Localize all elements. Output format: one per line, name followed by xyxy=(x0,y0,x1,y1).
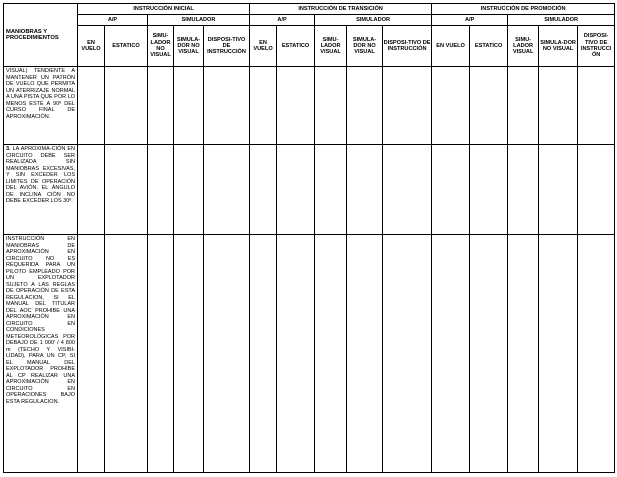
empty-cell xyxy=(432,235,470,473)
empty-cell xyxy=(148,235,174,473)
empty-cell xyxy=(277,67,315,145)
table-row xyxy=(4,67,615,145)
empty-cell xyxy=(204,145,250,235)
empty-cell xyxy=(105,235,148,473)
section-header-row xyxy=(4,4,615,15)
empty-cell xyxy=(470,145,508,235)
empty-cell xyxy=(204,235,250,473)
empty-cell xyxy=(383,235,432,473)
empty-cell xyxy=(578,235,615,473)
empty-cell xyxy=(78,235,105,473)
empty-cell xyxy=(78,145,105,235)
empty-cell xyxy=(347,235,383,473)
col-header: SIMULA-DOR NO VISUAL xyxy=(539,26,578,67)
maneuver-text: INSTRUCCIÓN EN MANIOBRAS DE APROXIMACIÓN EN CIRCUITO NO ES REQUERIDA PARA UN PILOTO EMPLEADO POR UN EXPLOTADOR SUJETO A LAS REGLAS DE OPERACIÓN DE ESTA REGULACION, SI EL MANUAL DEL TITULAR DEL AOC PROHÍBE UNA APROXIMACIÓN EN CIRCUITO EN CONDICIONES METEOROLÓGICAS POR DEBAJO DE 1 000' / 4 800 m (TECHO Y VISIBI-LIDAD), PARA UN CP, SI EL MANUAL DEL EXPLOTADOR PROHÍBE AL CP REALIZAR UNA APROXIMACIÓN EN CIRCUITO EN OPERACIONES BAJO ESTA REGULACION. xyxy=(4,235,78,473)
empty-cell xyxy=(277,235,315,473)
group-ap: A/P xyxy=(78,15,148,26)
col-header: EN VUELO xyxy=(432,26,470,67)
empty-cell xyxy=(78,67,105,145)
empty-cell xyxy=(277,145,315,235)
col-header: EN VUELO xyxy=(78,26,105,67)
empty-cell xyxy=(250,145,277,235)
empty-cell xyxy=(508,67,539,145)
table-row xyxy=(4,235,615,473)
empty-cell xyxy=(383,145,432,235)
column-header-row xyxy=(4,26,615,67)
group-ap: A/P xyxy=(250,15,315,26)
col-header: DISPOSI-TIVO DE INSTRUCCI ÓN xyxy=(578,26,615,67)
empty-cell xyxy=(539,145,578,235)
empty-cell xyxy=(105,67,148,145)
col-header: DISPOSI-TIVO DE INSTRUCCIÓN xyxy=(204,26,250,67)
section-title-transition: INSTRUCCIÓN DE TRANSICIÓN xyxy=(250,4,432,15)
empty-cell xyxy=(250,67,277,145)
maneuvers-header: MANIOBRAS Y PROCEDIMIENTOS xyxy=(4,4,78,67)
empty-cell xyxy=(508,235,539,473)
empty-cell xyxy=(148,67,174,145)
empty-cell xyxy=(383,67,432,145)
item-number: 3. xyxy=(6,146,11,152)
empty-cell xyxy=(204,67,250,145)
empty-cell xyxy=(432,67,470,145)
empty-cell xyxy=(148,145,174,235)
section-title-promotion: INSTRUCCIÓN DE PROMOCIÓN xyxy=(432,4,615,15)
empty-cell xyxy=(315,235,347,473)
group-simulator: SIMULADOR xyxy=(148,15,250,26)
empty-cell xyxy=(174,145,204,235)
empty-cell xyxy=(315,67,347,145)
group-simulator: SIMULADOR xyxy=(508,15,615,26)
empty-cell xyxy=(105,145,148,235)
group-simulator: SIMULADOR xyxy=(315,15,432,26)
empty-cell xyxy=(539,67,578,145)
empty-cell xyxy=(508,145,539,235)
col-header: SIMULA-DOR NO VISUAL xyxy=(347,26,383,67)
empty-cell xyxy=(470,67,508,145)
empty-cell xyxy=(539,235,578,473)
maneuver-text: VISUAL) TENDIENTE A MANTENER UN PATRÓN DE VUELO QUE PERMITA UN ATERRIZAJE NORMAL A UNA PISTA QUE POR LO MENOS ESTE A 90º DEL CURSO FINAL DE APROXIMACIÓN. xyxy=(4,67,78,145)
col-header: SIMU-LADOR VISUAL xyxy=(315,26,347,67)
group-header-row xyxy=(4,15,615,26)
empty-cell xyxy=(578,145,615,235)
empty-cell xyxy=(174,67,204,145)
col-header: ESTATICO xyxy=(277,26,315,67)
empty-cell xyxy=(174,235,204,473)
col-header: SIMU-LADOR NO VISUAL xyxy=(148,26,174,67)
col-header: ESTATICO xyxy=(470,26,508,67)
empty-cell xyxy=(470,235,508,473)
empty-cell xyxy=(578,67,615,145)
section-title-initial: INSTRUCCIÓN INICIAL xyxy=(78,4,250,15)
col-header: SIMU-LADOR VISUAL xyxy=(508,26,539,67)
training-table xyxy=(3,3,615,473)
col-header: EN VUELO xyxy=(250,26,277,67)
col-header: ESTATICO xyxy=(105,26,148,67)
col-header: SIMULA-DOR NO VISUAL xyxy=(174,26,204,67)
maneuver-text: 3. LA APROXIMA-CIÓN EN CIRCUITO DEBE SER REALIZADA SIN MANIOBRAS EXCESIVAS, Y SIN EXCEDER LOS LIMITES DE OPERACIÓN DEL AVIÓN. EL ÁNGULO DE INCLINA CIÓN NO DEBE EXCEDER LOS 30º. xyxy=(4,145,78,235)
table-row xyxy=(4,145,615,235)
group-ap: A/P xyxy=(432,15,508,26)
empty-cell xyxy=(250,235,277,473)
empty-cell xyxy=(315,145,347,235)
empty-cell xyxy=(347,67,383,145)
empty-cell xyxy=(347,145,383,235)
empty-cell xyxy=(432,145,470,235)
col-header: DISPOSI-TIVO DE INSTRUCCIÓN xyxy=(383,26,432,67)
